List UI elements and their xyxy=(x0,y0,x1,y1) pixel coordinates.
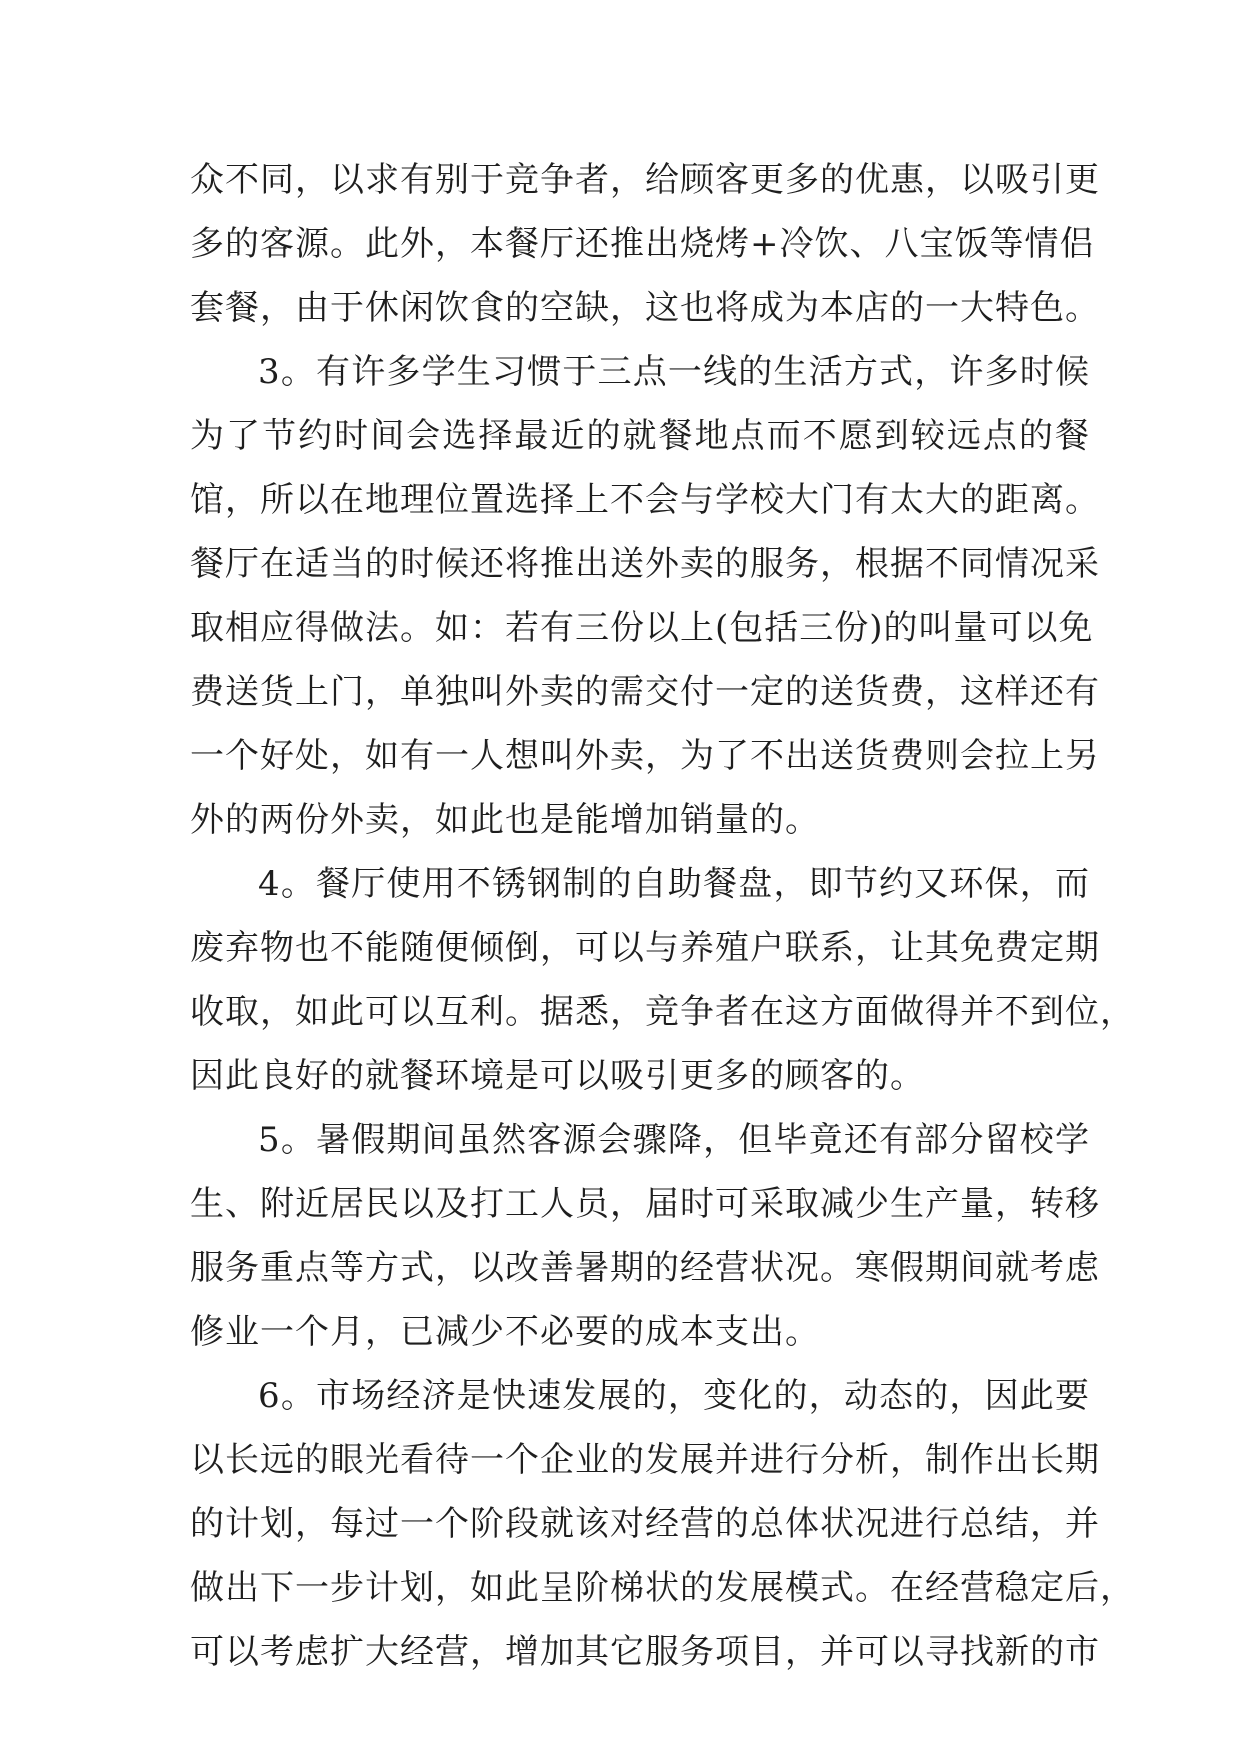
text-line: 一个好处，如有一人想叫外卖，为了不出送货费则会拉上另 xyxy=(190,736,1100,776)
paragraph-4-first-line: 4。餐厅使用不锈钢制的自助餐盘，即节约又环保，而 xyxy=(258,864,1090,904)
text-line: 服务重点等方式，以改善暑期的经营状况。寒假期间就考虑 xyxy=(190,1248,1100,1288)
text-line: 做出下一步计划，如此呈阶梯状的发展模式。在经营稳定后， xyxy=(190,1568,1135,1608)
text-line: 生、附近居民以及打工人员，届时可采取减少生产量，转移 xyxy=(190,1184,1100,1224)
text-line: 收取，如此可以互利。据悉，竞争者在这方面做得并不到位， xyxy=(190,992,1135,1032)
text-line: 套餐，由于休闲饮食的空缺，这也将成为本店的一大特色。 xyxy=(190,288,1100,328)
paragraph-3-first-line: 3。有许多学生习惯于三点一线的生活方式，许多时候 xyxy=(258,352,1090,392)
paragraph-5-first-line: 5。暑假期间虽然客源会骤降，但毕竟还有部分留校学 xyxy=(258,1120,1090,1160)
text-line: 取相应得做法。如：若有三份以上(包括三份)的叫量可以免 xyxy=(190,608,1094,648)
document-body xyxy=(190,148,1135,1684)
text-line: 可以考虑扩大经营，增加其它服务项目，并可以寻找新的市 xyxy=(190,1632,1100,1672)
text-line: 因此良好的就餐环境是可以吸引更多的顾客的。 xyxy=(190,1056,925,1096)
text-line: 费送货上门，单独叫外卖的需交付一定的送货费，这样还有 xyxy=(190,672,1100,712)
text-line: 外的两份外卖，如此也是能增加销量的。 xyxy=(190,800,820,840)
text-line: 为了节约时间会选择最近的就餐地点而不愿到较远点的餐 xyxy=(190,416,1090,456)
text-line: 的计划，每过一个阶段就该对经营的总体状况进行总结，并 xyxy=(190,1504,1100,1544)
text-line: 餐厅在适当的时候还将推出送外卖的服务，根据不同情况采 xyxy=(190,544,1100,584)
paragraph-6-first-line: 6。市场经济是快速发展的，变化的，动态的，因此要 xyxy=(258,1376,1090,1416)
text-line: 以长远的眼光看待一个企业的发展并进行分析，制作出长期 xyxy=(190,1440,1100,1480)
text-line: 废弃物也不能随便倾倒，可以与养殖户联系，让其免费定期 xyxy=(190,928,1100,968)
text-line: 馆，所以在地理位置选择上不会与学校大门有太大的距离。 xyxy=(190,480,1100,520)
text-line: 修业一个月，已减少不必要的成本支出。 xyxy=(190,1312,820,1352)
text-line: 众不同，以求有别于竞争者，给顾客更多的优惠，以吸引更 xyxy=(190,160,1100,200)
text-line: 多的客源。此外，本餐厅还推出烧烤+冷饮、八宝饭等情侣 xyxy=(190,224,1095,264)
